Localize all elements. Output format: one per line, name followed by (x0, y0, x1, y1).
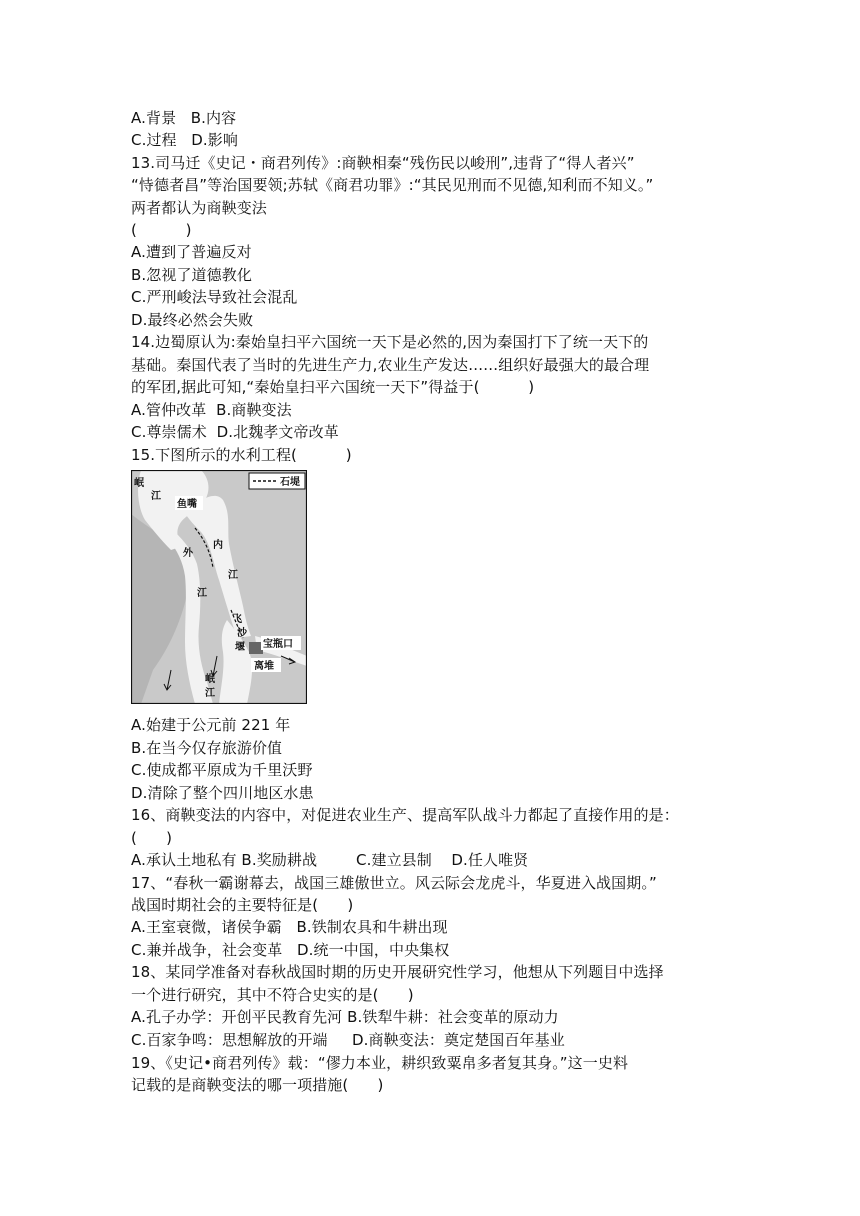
label-wai: 外 (183, 548, 193, 559)
label-fei: 飞 (232, 614, 242, 625)
label-yuzui: 鱼嘴 (177, 499, 197, 510)
text-line: A.承认土地私有 B.奖励耕战 C.建立县制 D.任人唯贤 (131, 851, 529, 869)
label-jiang1: 江 (151, 491, 161, 502)
map-figure (131, 470, 307, 704)
text-line: A.王室衰微，诸侯争霸 B.铁制农具和牛耕出现 (131, 918, 448, 936)
text-line: D.最终必然会失败 (131, 311, 254, 329)
text-line: 14.边蜀原认为:秦始皇扫平六国统一天下是必然的,因为秦国打下了统一天下的 (131, 333, 649, 351)
dujiangyan-map (131, 470, 307, 704)
text-line: 16、商鞅变法的内容中，对促进农业生产、提高军队战斗力都起了直接作用的是： (131, 806, 679, 824)
text-line: A.遭到了普遍反对 (131, 243, 252, 261)
legend-label: 石堤 (280, 477, 300, 488)
text-line: C.尊崇儒术 D.北魏孝文帝改革 (131, 423, 339, 441)
text-line: C.使成都平原成为千里沃野 (131, 761, 313, 779)
text-line: 17、“春秋一霸谢幕去，战国三雄傲世立。风云际会龙虎斗，华夏进入战国期。” (131, 874, 657, 892)
label-jiang2: 江 (205, 688, 215, 699)
label-min1: 岷 (134, 478, 144, 489)
text-line: 19、《史记•商君列传》载：“僇力本业，耕织致粟帛多者复其身。”这一史料 (131, 1054, 629, 1072)
label-baopingkou: 宝瓶口 (263, 639, 293, 650)
text-line: A.管仲改革 B.商鞅变法 (131, 401, 292, 419)
label-min2: 岷 (205, 674, 215, 685)
text-line: C.严刑峻法导致社会混乱 (131, 288, 298, 306)
text-line: 18、某同学准备对春秋战国时期的历史开展研究性学习，他想从下列题目中选择 (131, 963, 664, 981)
text-line: D.清除了整个四川地区水患 (131, 784, 314, 802)
text-line: ( ) (131, 829, 173, 847)
text-line: C.过程 D.影响 (131, 131, 238, 149)
label-yan: 堰 (235, 642, 245, 653)
text-line: B.忽视了道德教化 (131, 266, 252, 284)
text-line: 15.下图所示的水利工程( ) (131, 446, 352, 464)
text-line: A.孔子办学：开创平民教育先河 B.铁犁牛耕：社会变革的原动力 (131, 1008, 559, 1026)
lidui-marker (249, 642, 263, 654)
text-line: 基础。秦国代表了当时的先进生产力,农业生产发达……组织好最强大的最合理 (131, 356, 650, 374)
text-line: A.始建于公元前 221 年 (131, 716, 291, 734)
label-nei: 内 (213, 540, 223, 551)
text-line: 13.司马迁《史记・商君列传》:商鞅相秦“残伤民以峻刑”,违背了“得人者兴” (131, 154, 635, 172)
text-line: 的军团,据此可知,“秦始皇扫平六国统一天下”得益于( ) (131, 378, 535, 396)
text-line: ( ) (131, 221, 192, 239)
text-line: 记载的是商鞅变法的哪一项措施( ) (131, 1076, 384, 1094)
text-line: C.百家争鸣：思想解放的开端 D.商鞅变法：奠定楚国百年基业 (131, 1031, 565, 1049)
text-line: 两者都认为商鞅变法 (131, 199, 267, 217)
text-line: 战国时期社会的主要特征是( ) (131, 896, 354, 914)
label-jiang-nei: 江 (228, 570, 238, 581)
text-line: A.背景 B.内容 (131, 109, 237, 127)
text-line: B.在当今仅存旅游价值 (131, 739, 283, 757)
label-lidui: 离堆 (254, 661, 274, 672)
label-jiang-wai: 江 (197, 588, 207, 599)
text-line: 一个进行研究，其中不符合史实的是( ) (131, 986, 414, 1004)
text-line: “恃德者昌”等治国要领;苏轼《商君功罪》:“其民见刑而不见德,知利而不知义。” (131, 176, 654, 194)
text-line: C.兼并战争，社会变革 D.统一中国，中央集权 (131, 941, 450, 959)
label-sha: 沙 (237, 628, 247, 639)
